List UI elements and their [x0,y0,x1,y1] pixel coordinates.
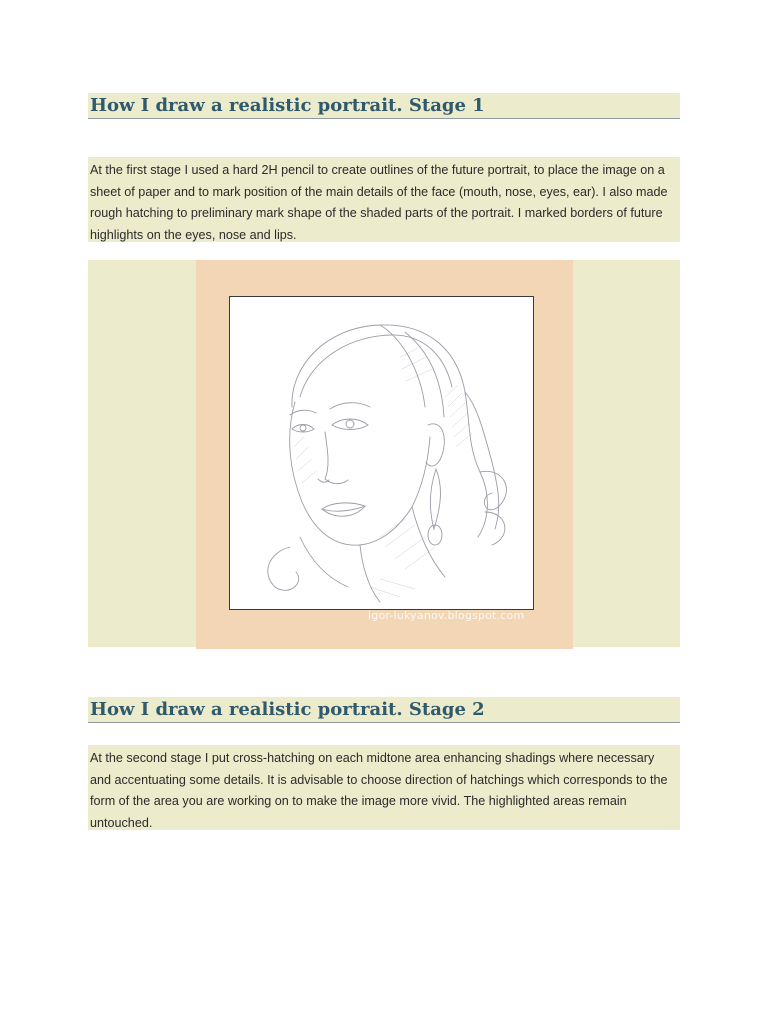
stage-1-heading-bar [88,93,680,119]
portrait-mat [196,260,573,649]
stage-2-heading-bar [88,697,680,723]
stage-1-figure-band [88,260,680,647]
stage-2-paragraph: At the second stage I put cross-hatching on each midtone area enhancing shadings where necessary and accentuating some details. It is advisable to choose direction of hatchings which corresponds to the form of the area you are working on to make the image more vivid. The highlighted areas remain untouched. [90,751,668,830]
pencil-portrait-sketch [230,297,534,610]
portrait-sketch-image [229,296,534,610]
stage-2-heading: How I draw a realistic portrait. Stage 2 [90,699,485,720]
watermark-text: igor-lukyanov.blogspot.com [368,609,525,622]
stage-2-paragraph-block [88,745,680,830]
stage-1-heading: How I draw a realistic portrait. Stage 1 [90,95,485,116]
stage-1-paragraph-block [88,157,680,242]
stage-1-paragraph: At the first stage I used a hard 2H pencil to create outlines of the future portrait, to place the image on a sheet of paper and to mark position of the main details of the face (mouth, nose, eyes, ear). I also made rough hatching to preliminary mark shape of the shaded parts of the portrait. I marked borders of future highlights on the eyes, nose and lips. [90,163,668,242]
